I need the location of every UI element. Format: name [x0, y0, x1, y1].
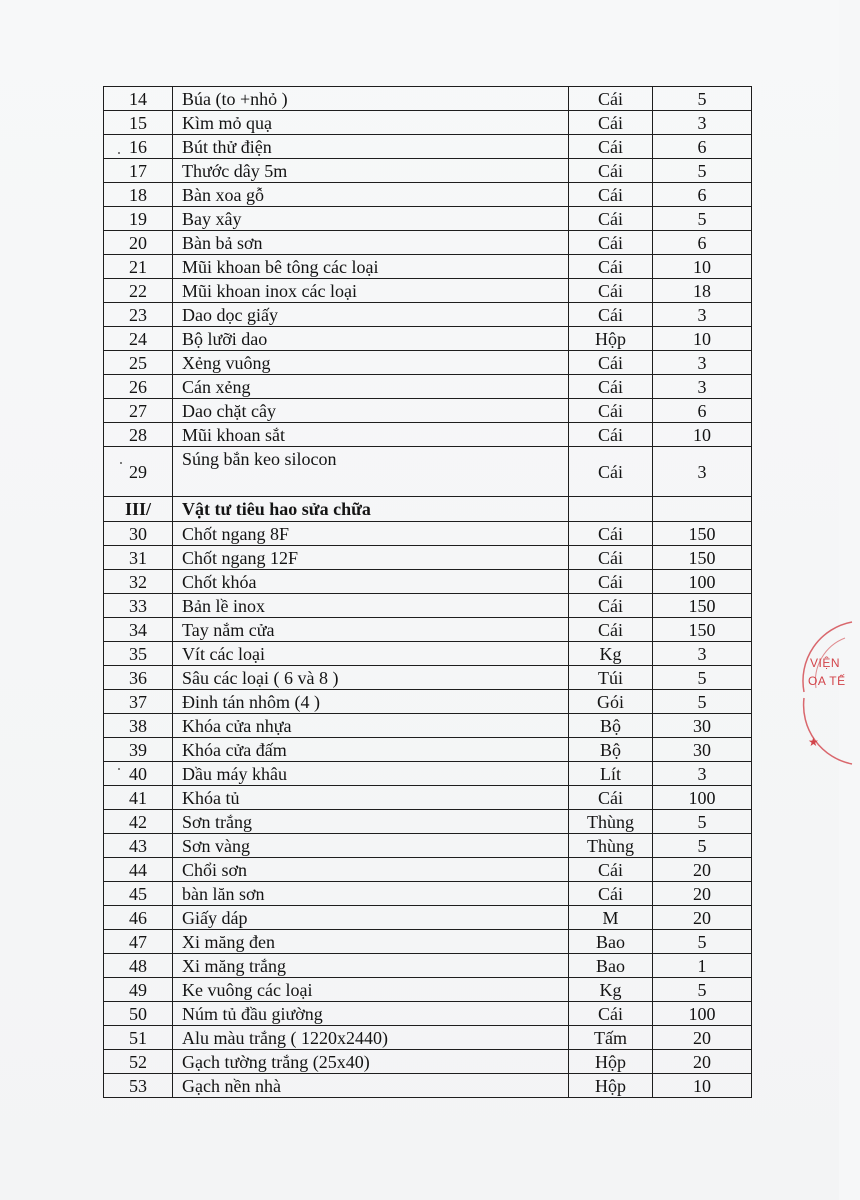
- unit-cell: Cái: [569, 87, 653, 111]
- row-number-cell: 43: [104, 834, 173, 858]
- row-number-cell: 46: [104, 906, 173, 930]
- table-row: [104, 810, 752, 834]
- table-row: [104, 546, 752, 570]
- unit-cell: Cái: [569, 279, 653, 303]
- table-row: [104, 642, 752, 666]
- red-seal-stamp: [790, 618, 860, 768]
- row-number-cell: 35: [104, 642, 173, 666]
- quantity-cell: 3: [653, 447, 752, 497]
- row-number-cell: 34: [104, 618, 173, 642]
- table-row: [104, 786, 752, 810]
- table-row: [104, 303, 752, 327]
- table-row: [104, 1002, 752, 1026]
- unit-cell: Cái: [569, 135, 653, 159]
- unit-cell: Cái: [569, 399, 653, 423]
- table-row: [104, 255, 752, 279]
- item-name-cell: Mũi khoan bê tông các loại: [173, 255, 569, 279]
- item-name-cell: Chốt khóa: [173, 570, 569, 594]
- table-row: [104, 1074, 752, 1098]
- row-number-cell: 15: [104, 111, 173, 135]
- inventory-table: [103, 86, 752, 1098]
- quantity-cell: 10: [653, 423, 752, 447]
- quantity-cell: 10: [653, 327, 752, 351]
- table-row: [104, 423, 752, 447]
- table-row: [104, 930, 752, 954]
- row-number-cell: 48: [104, 954, 173, 978]
- row-number-cell: 49: [104, 978, 173, 1002]
- item-name-cell: Khóa cửa đấm: [173, 738, 569, 762]
- row-number-cell: 14: [104, 87, 173, 111]
- quantity-cell: 3: [653, 375, 752, 399]
- table-row: [104, 183, 752, 207]
- row-number-cell: 39: [104, 738, 173, 762]
- item-name-cell: Mũi khoan sắt: [173, 423, 569, 447]
- item-name-cell: Cán xẻng: [173, 375, 569, 399]
- item-name-cell: Bàn xoa gỗ: [173, 183, 569, 207]
- quantity-cell: 6: [653, 399, 752, 423]
- unit-cell: Cái: [569, 183, 653, 207]
- unit-cell: Cái: [569, 522, 653, 546]
- row-number-cell: 17: [104, 159, 173, 183]
- quantity-cell: 3: [653, 351, 752, 375]
- row-number-cell: 45: [104, 882, 173, 906]
- unit-cell: Bao: [569, 930, 653, 954]
- row-number-cell: 23: [104, 303, 173, 327]
- unit-cell: Lít: [569, 762, 653, 786]
- unit-cell: Cái: [569, 570, 653, 594]
- table-row: [104, 570, 752, 594]
- item-name-cell: Kìm mỏ quạ: [173, 111, 569, 135]
- quantity-cell: 6: [653, 183, 752, 207]
- item-name-cell: Chổi sơn: [173, 858, 569, 882]
- scan-speck: [118, 768, 120, 770]
- row-number-cell: 21: [104, 255, 173, 279]
- unit-cell: M: [569, 906, 653, 930]
- unit-cell: Thùng: [569, 834, 653, 858]
- quantity-cell: 1: [653, 954, 752, 978]
- unit-cell: Cái: [569, 786, 653, 810]
- item-name-cell: Alu màu trắng ( 1220x2440): [173, 1026, 569, 1050]
- seal-ring-icon: [790, 618, 860, 768]
- table-row: [104, 1050, 752, 1074]
- unit-cell: Hộp: [569, 327, 653, 351]
- table-row: [104, 882, 752, 906]
- item-name-cell: Thước dây 5m: [173, 159, 569, 183]
- row-number-cell: 40: [104, 762, 173, 786]
- unit-cell: Cái: [569, 303, 653, 327]
- scan-speck: [118, 152, 120, 154]
- row-number-cell: 18: [104, 183, 173, 207]
- unit-cell: Hộp: [569, 1074, 653, 1098]
- item-name-cell: Bút thử điện: [173, 135, 569, 159]
- row-number-cell: 24: [104, 327, 173, 351]
- row-number-cell: 53: [104, 1074, 173, 1098]
- unit-cell: Túi: [569, 666, 653, 690]
- unit-cell: Bộ: [569, 714, 653, 738]
- unit-cell: Cái: [569, 447, 653, 497]
- item-name-cell: Dao chặt cây: [173, 399, 569, 423]
- table-row: [104, 618, 752, 642]
- unit-cell: Kg: [569, 642, 653, 666]
- unit-cell: Bộ: [569, 738, 653, 762]
- quantity-cell: 100: [653, 786, 752, 810]
- row-number-cell: 41: [104, 786, 173, 810]
- table-row: [104, 978, 752, 1002]
- item-name-cell: Khóa tủ: [173, 786, 569, 810]
- item-name-cell: Vít các loại: [173, 642, 569, 666]
- quantity-cell: 150: [653, 546, 752, 570]
- item-name-cell: Sơn trắng: [173, 810, 569, 834]
- item-name-cell: Xẻng vuông: [173, 351, 569, 375]
- unit-cell: Cái: [569, 159, 653, 183]
- unit-cell: Cái: [569, 375, 653, 399]
- quantity-cell: 5: [653, 834, 752, 858]
- item-name-cell: Giấy dáp: [173, 906, 569, 930]
- unit-cell: Kg: [569, 978, 653, 1002]
- quantity-cell: 5: [653, 810, 752, 834]
- item-name-cell: Vật tư tiêu hao sửa chữa: [173, 497, 569, 522]
- quantity-cell: 10: [653, 255, 752, 279]
- row-number-cell: 30: [104, 522, 173, 546]
- table-row: [104, 522, 752, 546]
- table-row: [104, 906, 752, 930]
- quantity-cell: [653, 497, 752, 522]
- quantity-cell: 6: [653, 231, 752, 255]
- table-row: [104, 834, 752, 858]
- item-name-cell: Xi măng đen: [173, 930, 569, 954]
- unit-cell: Cái: [569, 423, 653, 447]
- table-row: [104, 690, 752, 714]
- quantity-cell: 18: [653, 279, 752, 303]
- unit-cell: Cái: [569, 546, 653, 570]
- quantity-cell: 3: [653, 762, 752, 786]
- row-number-cell: 52: [104, 1050, 173, 1074]
- row-number-cell: 28: [104, 423, 173, 447]
- row-number-cell: 38: [104, 714, 173, 738]
- quantity-cell: 3: [653, 303, 752, 327]
- unit-cell: Cái: [569, 1002, 653, 1026]
- quantity-cell: 5: [653, 207, 752, 231]
- scan-speck: [120, 462, 122, 464]
- unit-cell: Cái: [569, 351, 653, 375]
- item-name-cell: Gạch tường trắng (25x40): [173, 1050, 569, 1074]
- item-name-cell: Bộ lưỡi dao: [173, 327, 569, 351]
- quantity-cell: 5: [653, 666, 752, 690]
- quantity-cell: 5: [653, 690, 752, 714]
- quantity-cell: 20: [653, 882, 752, 906]
- item-name-cell: Bàn bả sơn: [173, 231, 569, 255]
- quantity-cell: 20: [653, 858, 752, 882]
- table-row: [104, 594, 752, 618]
- quantity-cell: 3: [653, 642, 752, 666]
- quantity-cell: 6: [653, 135, 752, 159]
- quantity-cell: 20: [653, 906, 752, 930]
- table-row: [104, 135, 752, 159]
- item-name-cell: Khóa cửa nhựa: [173, 714, 569, 738]
- table-row: [104, 762, 752, 786]
- unit-cell: Bao: [569, 954, 653, 978]
- table-row: [104, 231, 752, 255]
- unit-cell: Gói: [569, 690, 653, 714]
- row-number-cell: III/: [104, 497, 173, 522]
- quantity-cell: 5: [653, 159, 752, 183]
- table-row: [104, 447, 752, 497]
- table-row: [104, 351, 752, 375]
- quantity-cell: 20: [653, 1050, 752, 1074]
- table-row: [104, 714, 752, 738]
- item-name-cell: Chốt ngang 8F: [173, 522, 569, 546]
- item-name-cell: Xi măng trắng: [173, 954, 569, 978]
- row-number-cell: 32: [104, 570, 173, 594]
- item-name-cell: Dầu máy khâu: [173, 762, 569, 786]
- table-row: [104, 87, 752, 111]
- quantity-cell: 30: [653, 714, 752, 738]
- item-name-cell: Gạch nền nhà: [173, 1074, 569, 1098]
- unit-cell: Cái: [569, 207, 653, 231]
- row-number-cell: 47: [104, 930, 173, 954]
- quantity-cell: 100: [653, 1002, 752, 1026]
- stamp-text-line1: VIỆN: [810, 656, 841, 670]
- quantity-cell: 5: [653, 87, 752, 111]
- table-row: [104, 279, 752, 303]
- quantity-cell: 150: [653, 522, 752, 546]
- quantity-cell: 10: [653, 1074, 752, 1098]
- item-name-cell: Núm tủ đầu giường: [173, 1002, 569, 1026]
- row-number-cell: 50: [104, 1002, 173, 1026]
- unit-cell: Cái: [569, 858, 653, 882]
- quantity-cell: 150: [653, 594, 752, 618]
- quantity-cell: 5: [653, 930, 752, 954]
- table-row: [104, 666, 752, 690]
- item-name-cell: Mũi khoan inox các loại: [173, 279, 569, 303]
- quantity-cell: 5: [653, 978, 752, 1002]
- row-number-cell: 25: [104, 351, 173, 375]
- item-name-cell: Sâu các loại ( 6 và 8 ): [173, 666, 569, 690]
- item-name-cell: Chốt ngang 12F: [173, 546, 569, 570]
- table-row: [104, 375, 752, 399]
- row-number-cell: 36: [104, 666, 173, 690]
- quantity-cell: 20: [653, 1026, 752, 1050]
- stamp-text-line2: OA TẾ: [808, 674, 846, 688]
- row-number-cell: 33: [104, 594, 173, 618]
- unit-cell: Cái: [569, 618, 653, 642]
- table-row: [104, 327, 752, 351]
- item-name-cell: Ke vuông các loại: [173, 978, 569, 1002]
- item-name-cell: Tay nắm cửa: [173, 618, 569, 642]
- row-number-cell: 42: [104, 810, 173, 834]
- item-name-cell: Búa (to +nhỏ ): [173, 87, 569, 111]
- table-row: [104, 207, 752, 231]
- table-row: [104, 111, 752, 135]
- row-number-cell: 20: [104, 231, 173, 255]
- row-number-cell: 22: [104, 279, 173, 303]
- unit-cell: Thùng: [569, 810, 653, 834]
- unit-cell: Cái: [569, 594, 653, 618]
- item-name-cell: Sơn vàng: [173, 834, 569, 858]
- unit-cell: Cái: [569, 255, 653, 279]
- unit-cell: Hộp: [569, 1050, 653, 1074]
- table-row: [104, 858, 752, 882]
- section-header-row: [104, 497, 752, 522]
- table-row: [104, 738, 752, 762]
- row-number-cell: 37: [104, 690, 173, 714]
- row-number-cell: 29: [104, 447, 173, 497]
- unit-cell: Tấm: [569, 1026, 653, 1050]
- quantity-cell: 3: [653, 111, 752, 135]
- table-row: [104, 1026, 752, 1050]
- row-number-cell: 31: [104, 546, 173, 570]
- table-row: [104, 399, 752, 423]
- row-number-cell: 51: [104, 1026, 173, 1050]
- row-number-cell: 26: [104, 375, 173, 399]
- unit-cell: Cái: [569, 231, 653, 255]
- row-number-cell: 27: [104, 399, 173, 423]
- row-number-cell: 44: [104, 858, 173, 882]
- quantity-cell: 30: [653, 738, 752, 762]
- svg-text:★: ★: [808, 735, 819, 749]
- item-name-cell: Bay xây: [173, 207, 569, 231]
- unit-cell: Cái: [569, 882, 653, 906]
- item-name-cell: Bản lề inox: [173, 594, 569, 618]
- item-name-cell: Súng bắn keo silocon: [173, 447, 569, 497]
- table-row: [104, 159, 752, 183]
- item-name-cell: Đinh tán nhôm (4 ): [173, 690, 569, 714]
- quantity-cell: 150: [653, 618, 752, 642]
- row-number-cell: 16: [104, 135, 173, 159]
- quantity-cell: 100: [653, 570, 752, 594]
- inventory-table-body: [104, 87, 752, 1098]
- item-name-cell: bàn lăn sơn: [173, 882, 569, 906]
- unit-cell: [569, 497, 653, 522]
- table-row: [104, 954, 752, 978]
- row-number-cell: 19: [104, 207, 173, 231]
- item-name-cell: Dao dọc giấy: [173, 303, 569, 327]
- unit-cell: Cái: [569, 111, 653, 135]
